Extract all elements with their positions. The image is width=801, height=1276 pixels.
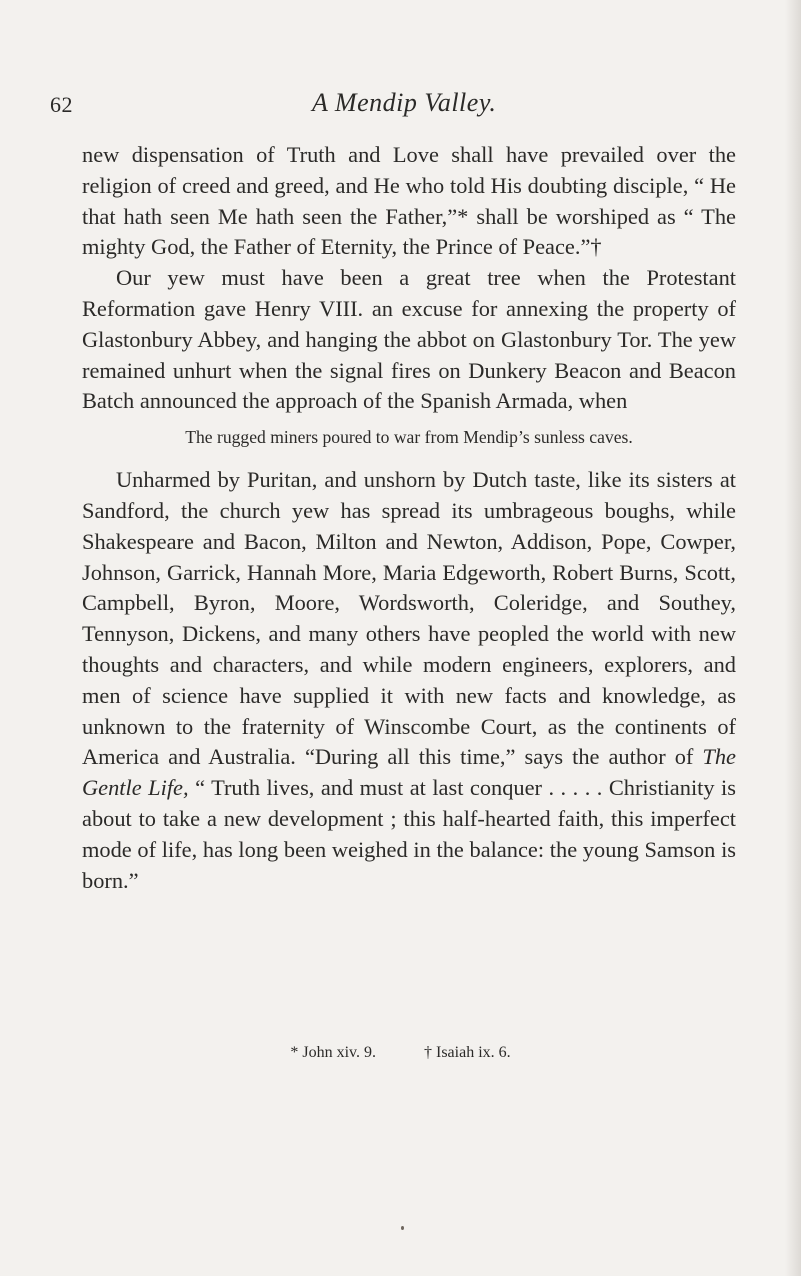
paragraph-3 bbox=[82, 465, 736, 896]
paragraph-1: new dispensation of Truth and Love shall have prevailed over the religion of creed and greed, and He who told His doubting disciple, “ He that hath seen Me hath seen the Father,”* shall be worshiped as “ The mighty God, the Father of Eternity, the Prince of Peace.”† bbox=[82, 142, 736, 260]
paper-speck bbox=[401, 1226, 404, 1230]
footnote-isaiah: † Isaiah ix. 6. bbox=[423, 1044, 511, 1061]
verse-quote: The rugged miners poured to war from Mendip’s sunless caves. bbox=[185, 427, 633, 448]
page-number: 62 bbox=[50, 92, 73, 117]
footnote-john: * John xiv. 9. bbox=[290, 1044, 376, 1061]
paragraph-3-end: “ Truth lives, and must at last conquer . . . . . Christianity is about to take a new development ; this half-hearted faith, this imperfect mode of life, has long been weighed in the balance: the young Samson is born.” bbox=[82, 775, 736, 893]
paragraph-3-start: Unharmed by Puritan, and unshorn by Dutch taste, like its sisters at Sandford, the church yew has spread its umbrageous boughs, while Shakespeare and Bacon, Milton and Newton, Addison, Pope, Cowper, Johnson, Garrick, Hannah More, Maria Edgeworth, Robert Burns, Scott, Campbell, Byron, Moore, Wordsworth, Coleridge, and Southey, Tennyson, Dickens, and many others have peopled the world with new thoughts and characters, and while modern engineers, explorers, and men of science have supplied it with new facts and knowledge, as unknown to the fraternity of Winscombe Court, as the continents of America and Australia. “During all this time,” says the author of bbox=[82, 467, 736, 770]
running-title: A Mendip Valley. bbox=[312, 88, 497, 117]
running-head bbox=[50, 88, 750, 120]
footnotes bbox=[0, 1044, 801, 1062]
paragraph-2: Our yew must have been a great tree when the Protestant Reformation gave Henry VIII. an excuse for annexing the property of Glastonbury Abbey, and hanging the abbot on Glastonbury Tor. The yew remained unhurt when the signal fires on Dunkery Beacon and Beacon Batch announced the approach of the Spanish Armada, when bbox=[82, 265, 736, 414]
book-title-gentle-life: The Gentle Life, bbox=[82, 744, 736, 801]
body-text bbox=[82, 140, 736, 896]
page-edge-shadow bbox=[785, 0, 801, 1276]
